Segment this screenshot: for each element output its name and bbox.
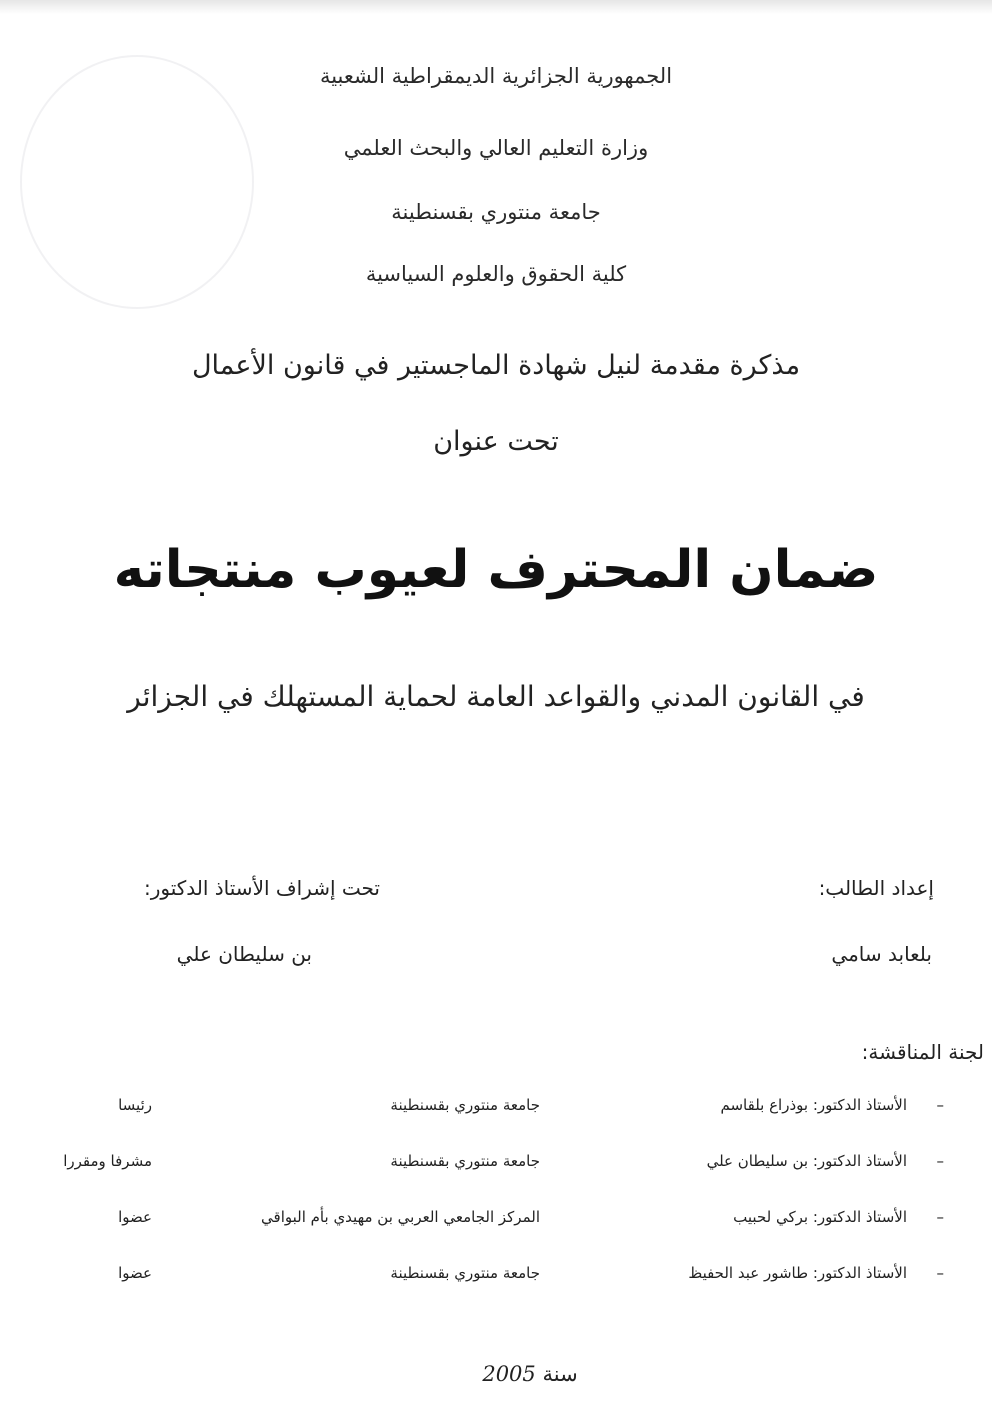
jury-member-role: رئيسا xyxy=(118,1096,152,1114)
degree-line: مذكرة مقدمة لنيل شهادة الماجستير في قانون الأعمال xyxy=(191,350,801,381)
year-label: سنة xyxy=(542,1362,578,1386)
jury-member-name: الأستاذ الدكتور: بركي لحبيب xyxy=(733,1208,907,1226)
student-name: بلعابد سامي xyxy=(831,942,932,966)
jury-member-institution: جامعة منتوري بقسنطينة xyxy=(390,1264,540,1282)
list-dash: – xyxy=(936,1096,944,1114)
jury-member-institution: جامعة منتوري بقسنطينة xyxy=(390,1152,540,1170)
scan-edge xyxy=(0,0,992,14)
ministry-name: وزارة التعليم العالي والبحث العلمي xyxy=(343,136,649,160)
jury-member-institution: المركز الجامعي العربي بن مهيدي بأم البواقي xyxy=(261,1208,540,1226)
jury-member-institution: جامعة منتوري بقسنطينة xyxy=(390,1096,540,1114)
jury-member-name: الأستاذ الدكتور: بن سليطان علي xyxy=(706,1152,907,1170)
jury-label: لجنة المناقشة: xyxy=(861,1040,984,1064)
jury-member-role: عضوا xyxy=(118,1264,152,1282)
jury-member-name: الأستاذ الدكتور: طاشور عبد الحفيظ xyxy=(688,1264,907,1282)
academic-year xyxy=(0,1362,992,1386)
faculty-name: كلية الحقوق والعلوم السياسية xyxy=(365,262,627,286)
thesis-title: ضمان المحترف لعيوب منتجاته xyxy=(113,540,879,600)
supervisor-label: تحت إشراف الأستاذ الدكتور: xyxy=(143,876,380,900)
supervisor-name: بن سليطان علي xyxy=(176,942,312,966)
jury-member-row xyxy=(0,1208,992,1238)
list-dash: – xyxy=(936,1208,944,1226)
thesis-subtitle: في القانون المدني والقواعد العامة لحماية المستهلك في الجزائر xyxy=(127,680,865,713)
jury-member-name: الأستاذ الدكتور: بوذراع بلقاسم xyxy=(720,1096,907,1114)
jury-member-row xyxy=(0,1152,992,1182)
jury-member-row xyxy=(0,1096,992,1126)
list-dash: – xyxy=(936,1264,944,1282)
under-title-label: تحت عنوان xyxy=(433,426,559,457)
year-value: 2005 xyxy=(482,1362,536,1386)
university-name: جامعة منتوري بقسنطينة xyxy=(391,200,601,224)
jury-member-role: عضوا xyxy=(118,1208,152,1226)
republic-name: الجمهورية الجزائرية الديمقراطية الشعبية xyxy=(319,64,673,88)
jury-member-role: مشرفا ومقررا xyxy=(63,1152,152,1170)
list-dash: – xyxy=(936,1152,944,1170)
jury-member-row xyxy=(0,1264,992,1294)
student-label: إعداد الطالب: xyxy=(818,876,934,900)
